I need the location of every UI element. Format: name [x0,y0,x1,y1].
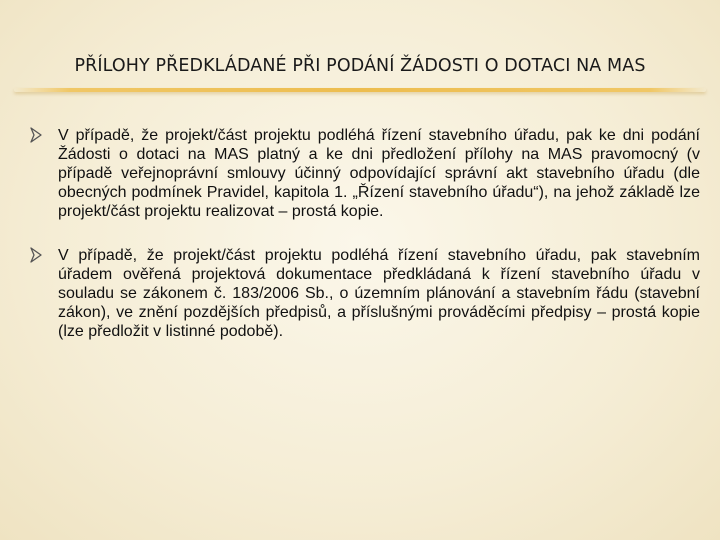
bullet-item [30,126,700,221]
arrow-bullet-icon [30,247,42,263]
bullet-item [30,246,700,341]
title-divider [14,88,706,92]
bullet-list [30,126,700,341]
bullet-text: V případě, že projekt/část projektu podléhá řízení stavebního úřadu, pak ke dni podání Žádosti o dotaci na MAS platný a ke dni předložení přílohy na MAS pravomocný (v případě veřejnoprávní smlouvy účinný odpovídající správní akt stavebního úřadu (dle obecných podmínek Pravidel, kapitola 1. „Řízení stavebního úřadu“), na jehož základě lze projekt/část projektu realizovat – prostá kopie. [58,127,700,220]
arrow-bullet-icon [30,127,42,143]
slide-title: PŘÍLOHY PŘEDKLÁDANÉ PŘI PODÁNÍ ŽÁDOSTI O DOTACI NA MAS [74,56,646,76]
bullet-text: V případě, že projekt/část projektu podléhá řízení stavebního úřadu, pak stavebním úřadem ověřená projektová dokumentace předkládaná k řízení stavebního úřadu v souladu se zákonem č. 183/2006 Sb., o územním plánování a stavebním řádu (stavební zákon), ve znění pozdějších předpisů, a příslušnými prováděcími předpisy – prostá kopie (lze předložit v listinné podobě). [58,247,700,340]
